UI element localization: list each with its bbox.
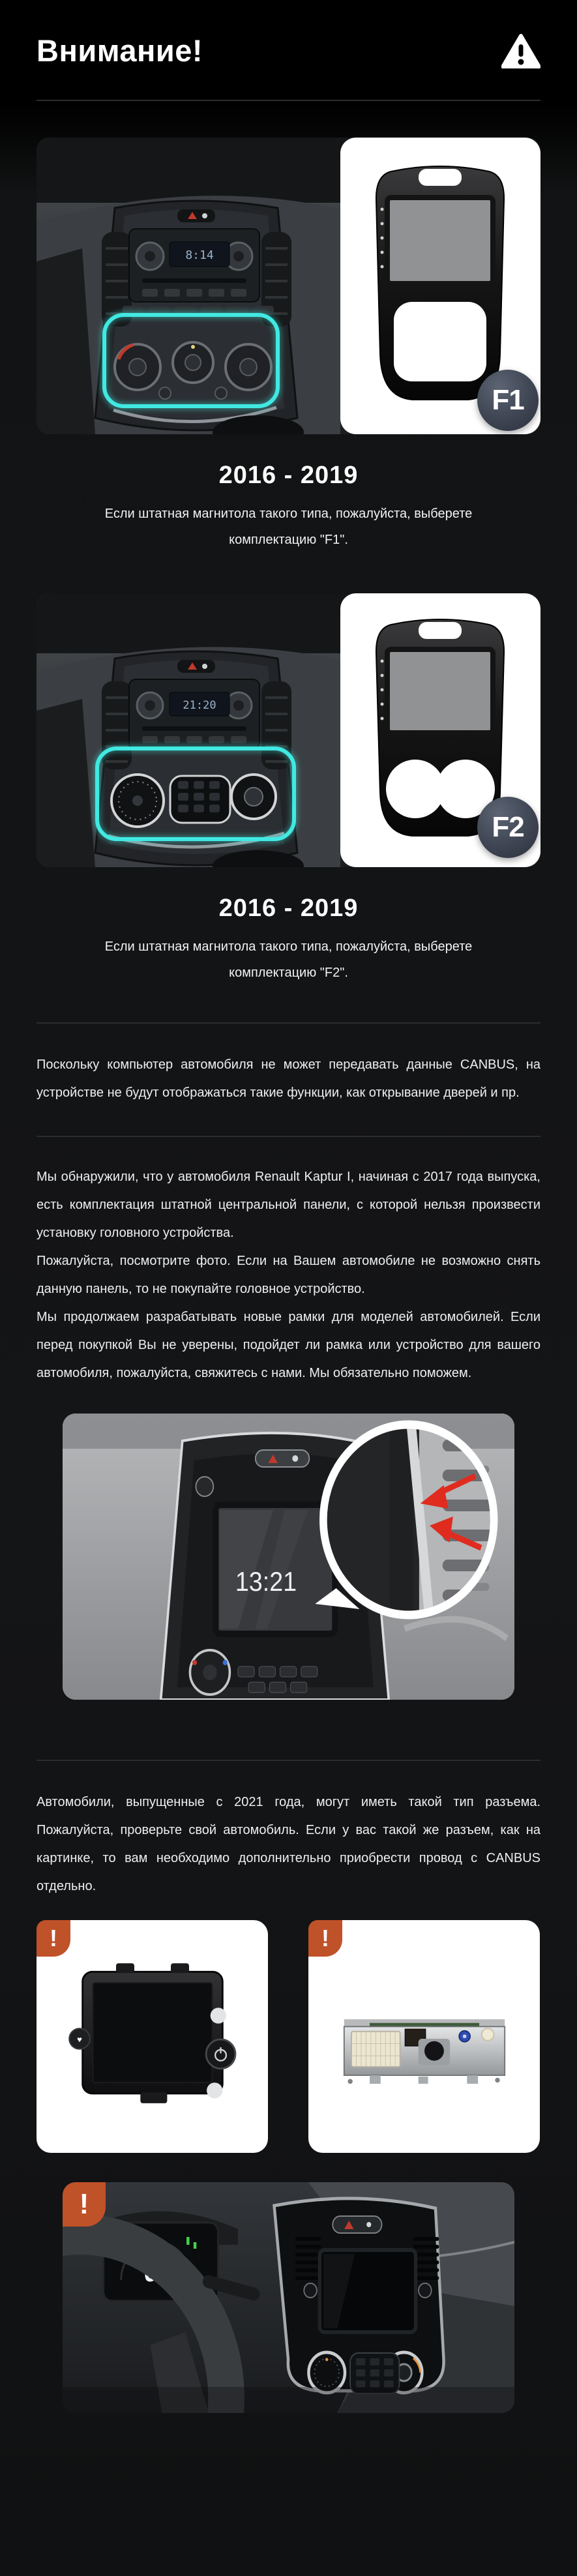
heart-icon: ♥ (76, 2034, 82, 2045)
panel-detail-photo (63, 1414, 514, 1700)
header (37, 0, 540, 100)
center-stack (274, 2198, 444, 2393)
paragraph-canbus: Поскольку компьютер автомобиля не может передавать данные CANBUS, на устройстве не будут отображаться такие функции, как открывание дверей и пр. (37, 1058, 540, 1100)
frame-panel-f1 (340, 138, 540, 434)
screen-clock: 13:21 (235, 1567, 297, 1597)
caption-f1: Если штатная магнитола такого типа, пожалуйста, выберете комплектацию "F1". (104, 507, 473, 547)
screen-unit-illustration (61, 1947, 244, 2130)
console-detail-illustration (63, 1414, 514, 1700)
f2-badge (477, 797, 539, 858)
paragraph-kaptur-frames: Мы продолжаем разрабатывать новые рамки для моделей автомобилей. Если перед покупкой Вы не уверены, подойдет ли рамка или устройство для вашего автомобиля, пожалуйста, свяжитесь с нами. Мы обязательно поможем. (37, 1310, 540, 1380)
caption-f2: Если штатная магнитола такого типа, пожалуйста, выберете комплектацию "F2". (104, 940, 473, 980)
divider (37, 100, 540, 101)
radio-clock-f2: 21:20 (183, 699, 216, 712)
alert-badge-icon (37, 1920, 70, 1957)
canbus-connector (351, 2032, 400, 2067)
f2-badge-label: F2 (492, 811, 524, 843)
paragraph-kaptur-intro: Мы обнаружили, что у автомобиля Renault Kaptur I, начиная с 2017 года выпуска, есть комплектация штатной центральной панели, с которой нельзя произвести установку головного устройства. (37, 1170, 540, 1240)
f1-badge (477, 370, 539, 431)
dashboard-photo-2021 (63, 2182, 514, 2413)
alert-badge-label: ! (50, 1925, 57, 1951)
hazard-button-icon (177, 209, 215, 222)
climate-knob (190, 1650, 229, 1695)
radio-clock-f1: 8:14 (185, 248, 214, 262)
warning-cards (37, 1920, 540, 2153)
paragraph-kaptur-photo: Пожалуйста, посмотрите фото. Если на Вашем автомобиле не возможно снять данную панель, то не покупайте головное устройство. (37, 1254, 540, 1296)
cluster-speed: 0 (143, 2254, 159, 2288)
warning-card-screen-unit (37, 1920, 268, 2153)
stock-radio (129, 679, 259, 748)
years-heading-f2: 2016 - 2019 (218, 895, 359, 922)
paragraph-block-kaptur (37, 1163, 540, 1387)
page-title: Внимание! (37, 33, 203, 68)
dashboard-2021-illustration (63, 2182, 514, 2413)
warning-triangle-icon (501, 33, 540, 68)
f1-badge-label: F1 (492, 384, 524, 416)
divider (37, 1022, 540, 1024)
divider (37, 1136, 540, 1137)
alert-badge-icon (63, 2182, 106, 2227)
divider (37, 1760, 540, 1761)
hazard-button-icon (256, 1450, 309, 1467)
paragraph-connector: Автомобили, выпущенные с 2021 года, могут иметь такой тип разъема. Пожалуйста, проверьте свой автомобиль. Если у вас такой же разъем, как на картинке, то вам необходимо дополнительно приобрести провод с CANBUS отдельно. (37, 1795, 540, 1893)
power-button-icon (206, 2039, 235, 2069)
hazard-button-icon (177, 660, 215, 673)
composite-photo-f1 (37, 138, 540, 434)
years-heading-f1: 2016 - 2019 (218, 462, 359, 489)
frame-panel-f2 (340, 593, 540, 867)
warning-card-bracket (308, 1920, 540, 2153)
stock-radio (129, 229, 259, 302)
stock-screen (216, 1505, 335, 1634)
alert-badge-label: ! (79, 2188, 89, 2220)
alert-badge-icon (308, 1920, 342, 1957)
bracket-illustration (333, 1947, 516, 2130)
alert-badge-label: ! (321, 1925, 329, 1951)
composite-photo-f2 (37, 593, 540, 867)
